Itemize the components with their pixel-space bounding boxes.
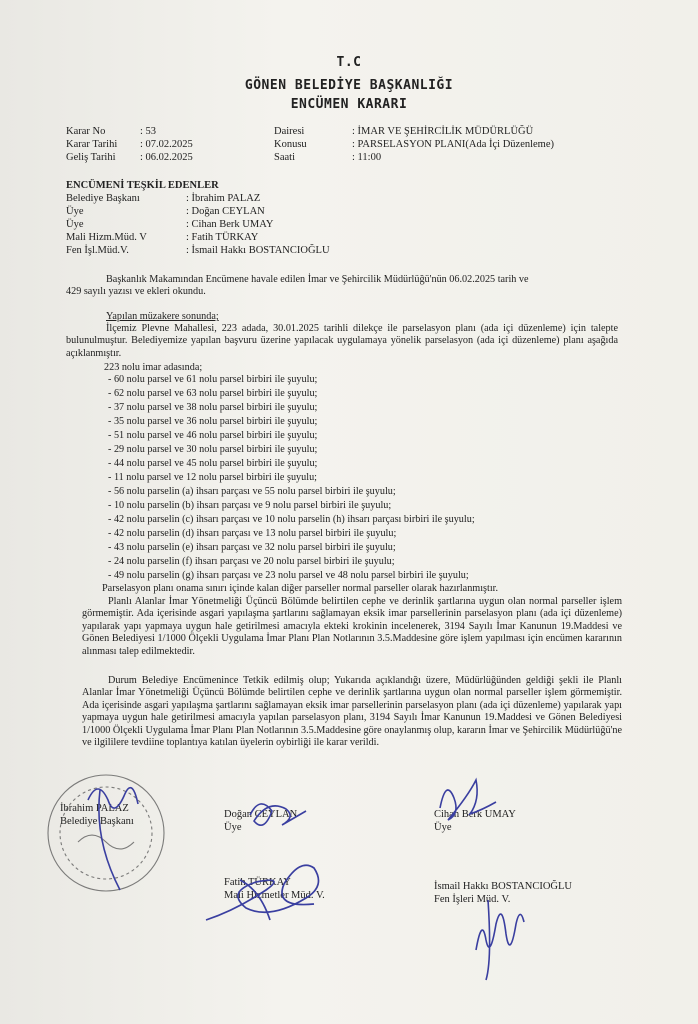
- seal-emblem: [78, 835, 134, 849]
- member-name: : İsmail Hakkı BOSTANCIOĞLU: [186, 245, 330, 256]
- signature-name-public-works: İsmail Hakkı BOSTANCIOĞLU: [434, 881, 572, 892]
- header-title: ENCÜMEN KARARI: [290, 97, 408, 112]
- list-item: - 11 nolu parsel ve 12 nolu parsel birbiri ile şuyulu;: [108, 472, 317, 483]
- list-item: - 29 nolu parsel ve 30 nolu parsel birbiri ile şuyulu;: [108, 444, 318, 455]
- gelis-tarihi-label: Geliş Tarihi: [66, 152, 116, 163]
- discussion-paragraph-1: İlçemiz Plevne Mahallesi, 223 adada, 30.01.2025 tarihli dilekçe ile parselasyon planı (ada içi düzenleme) için talepte bulunulmuştur. Belediyemize yapılan başvuru üzerine yapılacak uygulamaya yönelik parselasyon (ada içi düzenleme) planı aşağıda açıklanmıştır.: [66, 323, 618, 359]
- member-role: Belediye Başkanı: [66, 193, 140, 204]
- signature-finance: [206, 865, 319, 920]
- seal-inner-ring: [60, 787, 152, 879]
- member-role: Mali Hizm.Müd. V: [66, 232, 147, 243]
- list-item: - 43 nolu parselin (e) ihsarı parçası ve 32 nolu parsel birbiri ile şuyulu;: [108, 542, 396, 553]
- header-municipality: GÖNEN BELEDİYE BAŞKANLIĞI: [244, 78, 454, 93]
- gelis-tarihi-value: : 06.02.2025: [140, 152, 193, 163]
- intro-line-1: Başkanlık Makamından Encümene havale edilen İmar ve Şehircilik Müdürlüğü'nün 06.02.2025 tarih ve: [106, 274, 529, 285]
- signature-name-member-2: Cihan Berk UMAY: [434, 809, 516, 820]
- member-role: Üye: [66, 219, 84, 230]
- list-item: - 60 nolu parsel ve 61 nolu parsel birbiri ile şuyulu;: [108, 374, 318, 385]
- karar-tarihi-label: Karar Tarihi: [66, 139, 118, 150]
- list-item: - 42 nolu parselin (d) ihsarı parçası ve 13 nolu parsel birbiri ile şuyulu;: [108, 528, 397, 539]
- discussion-paragraph-2: Parselasyon planı onama sınırı içinde kalan diğer parseller normal parseller olarak hazırlanmıştır.: [102, 583, 499, 594]
- signature-mayor: [88, 788, 138, 890]
- signature-member-2: [440, 780, 496, 820]
- signature-role-finance: Mali Hizmetler Müd. V.: [224, 890, 325, 901]
- member-name: : Fatih TÜRKAY: [186, 232, 259, 243]
- list-item: - 56 nolu parselin (a) ihsarı parçası ve 55 nolu parsel birbiri ile şuyulu;: [108, 486, 396, 497]
- signature-role-member-1: Üye: [224, 822, 242, 833]
- list-item: - 49 nolu parselin (g) ihsarı parçası ve 23 nolu parsel ve 48 nolu parsel birbiri ile şuyulu;: [108, 570, 469, 581]
- list-item: - 44 nolu parsel ve 45 nolu parsel birbiri ile şuyulu;: [108, 458, 318, 469]
- list-item: - 62 nolu parsel ve 63 nolu parsel birbiri ile şuyulu;: [108, 388, 318, 399]
- karar-tarihi-value: : 07.02.2025: [140, 139, 193, 150]
- signature-role-mayor: Belediye Başkanı: [60, 816, 134, 827]
- list-item: - 10 nolu parselin (b) ihsarı parçası ve 9 nolu parsel birbiri ile şuyulu;: [108, 500, 392, 511]
- discussion-heading: Yapılan müzakere sonunda;: [106, 311, 219, 322]
- saati-label: Saati: [274, 152, 295, 163]
- karar-no-label: Karar No: [66, 126, 106, 137]
- member-name: : Cihan Berk UMAY: [186, 219, 274, 230]
- dairesi-label: Dairesi: [274, 126, 305, 137]
- konusu-label: Konusu: [274, 139, 307, 150]
- signature-public-works: [476, 900, 524, 980]
- list-item: - 24 nolu parselin (f) ihsarı parçası ve 20 nolu parsel birbiri ile şuyulu;: [108, 556, 395, 567]
- intro-line-2: 429 sayılı yazısı ve ekleri okundu.: [66, 286, 206, 297]
- dairesi-value: : İMAR VE ŞEHİRCİLİK MÜDÜRLÜĞÜ: [352, 126, 534, 137]
- konusu-value: : PARSELASYON PLANI(Ada İçi Düzenleme): [352, 139, 555, 150]
- saati-value: : 11:00: [352, 152, 382, 163]
- signature-member-1: [250, 804, 306, 825]
- karar-no-value: : 53: [140, 126, 157, 137]
- signature-role-member-2: Üye: [434, 822, 452, 833]
- signature-name-finance: Fatih TÜRKAY: [224, 877, 291, 888]
- list-item: - 42 nolu parselin (c) ihsarı parçası ve 10 nolu parselin (h) ihsarı parçası birbiri ile şuyulu;: [108, 514, 475, 525]
- member-role: Üye: [66, 206, 84, 217]
- members-title: ENCÜMENİ TEŞKİL EDENLER: [66, 180, 219, 191]
- list-item: - 51 nolu parsel ve 46 nolu parsel birbiri ile şuyulu;: [108, 430, 318, 441]
- discussion-paragraph-3: Planlı Alanlar İmar Yönetmeliği Üçüncü Bölümde belirtilen cephe ve derinlik şartlarına uygun olan normal parseller işlem görmemiştir. Ada içerisinde asgari yapılaşma şartlarını sağlamayan eksik imar parsellerinin parselasyon planı (ada içi düzenleme) yapılarak yapı yapmaya uygun hale getirilmesi amacıyla ekteki krokinin incelenerek, 3194 Sayılı İmar Kanunun 19.Maddesi ve Gönen Belediyesi 1/1000 Ölçekli Uygulama İmar Planı Plan Notlarının 3.5.Maddesine göre işlem yapılması için encümen kararının alınması talep edilmektedir.: [82, 596, 622, 657]
- parcel-list-title: 223 nolu imar adasında;: [104, 362, 203, 373]
- seal-stamp: [48, 775, 164, 891]
- signature-name-member-1: Doğan CEYLAN: [224, 809, 298, 820]
- decision-paragraph: Durum Belediye Encümenince Tetkik edilmiş olup; Yukarıda açıklandığı üzere, Müdürlüğünden geldiği şekli ile Planlı Alanlar İmar Yönetmeliği Üçüncü Bölümde belirtilen cephe ve derinlik şartlarına uygun olan normal parseller işlem görmemiştir. Ada içerisinde asgari yapılaşma şartlarını sağlamayan eksik imar parsellerinin parselasyon planı (ada içi düzenleme) yapılarak yapı yapmaya uygun hale getirilmesi amacıyla yapılan parselasyon planı, 3194 Sayılı İmar Kanunun 19.Maddesi ve Gönen Belediyesi 1/1000 Ölçekli Uygulama İmar Planı Plan Notlarının 3.5.Maddesine göre onaylanmış olup, kararın İmar ve Şehircilik Müdürlüğü'ne ve ilgililere tevdiine toplantıya katılan üyelerin oybirliği ile karar verildi.: [82, 675, 622, 749]
- signature-role-public-works: Fen İşleri Müd. V.: [434, 894, 511, 905]
- header-tc: T.C: [336, 55, 362, 70]
- list-item: - 35 nolu parsel ve 36 nolu parsel birbiri ile şuyulu;: [108, 416, 318, 427]
- signature-name-mayor: İbrahim PALAZ: [60, 803, 129, 814]
- member-name: : Doğan CEYLAN: [186, 206, 265, 217]
- member-role: Fen İşl.Müd.V.: [66, 245, 129, 256]
- member-name: : İbrahim PALAZ: [186, 193, 261, 204]
- list-item: - 37 nolu parsel ve 38 nolu parsel birbiri ile şuyulu;: [108, 402, 318, 413]
- seal-outer-ring: [48, 775, 164, 891]
